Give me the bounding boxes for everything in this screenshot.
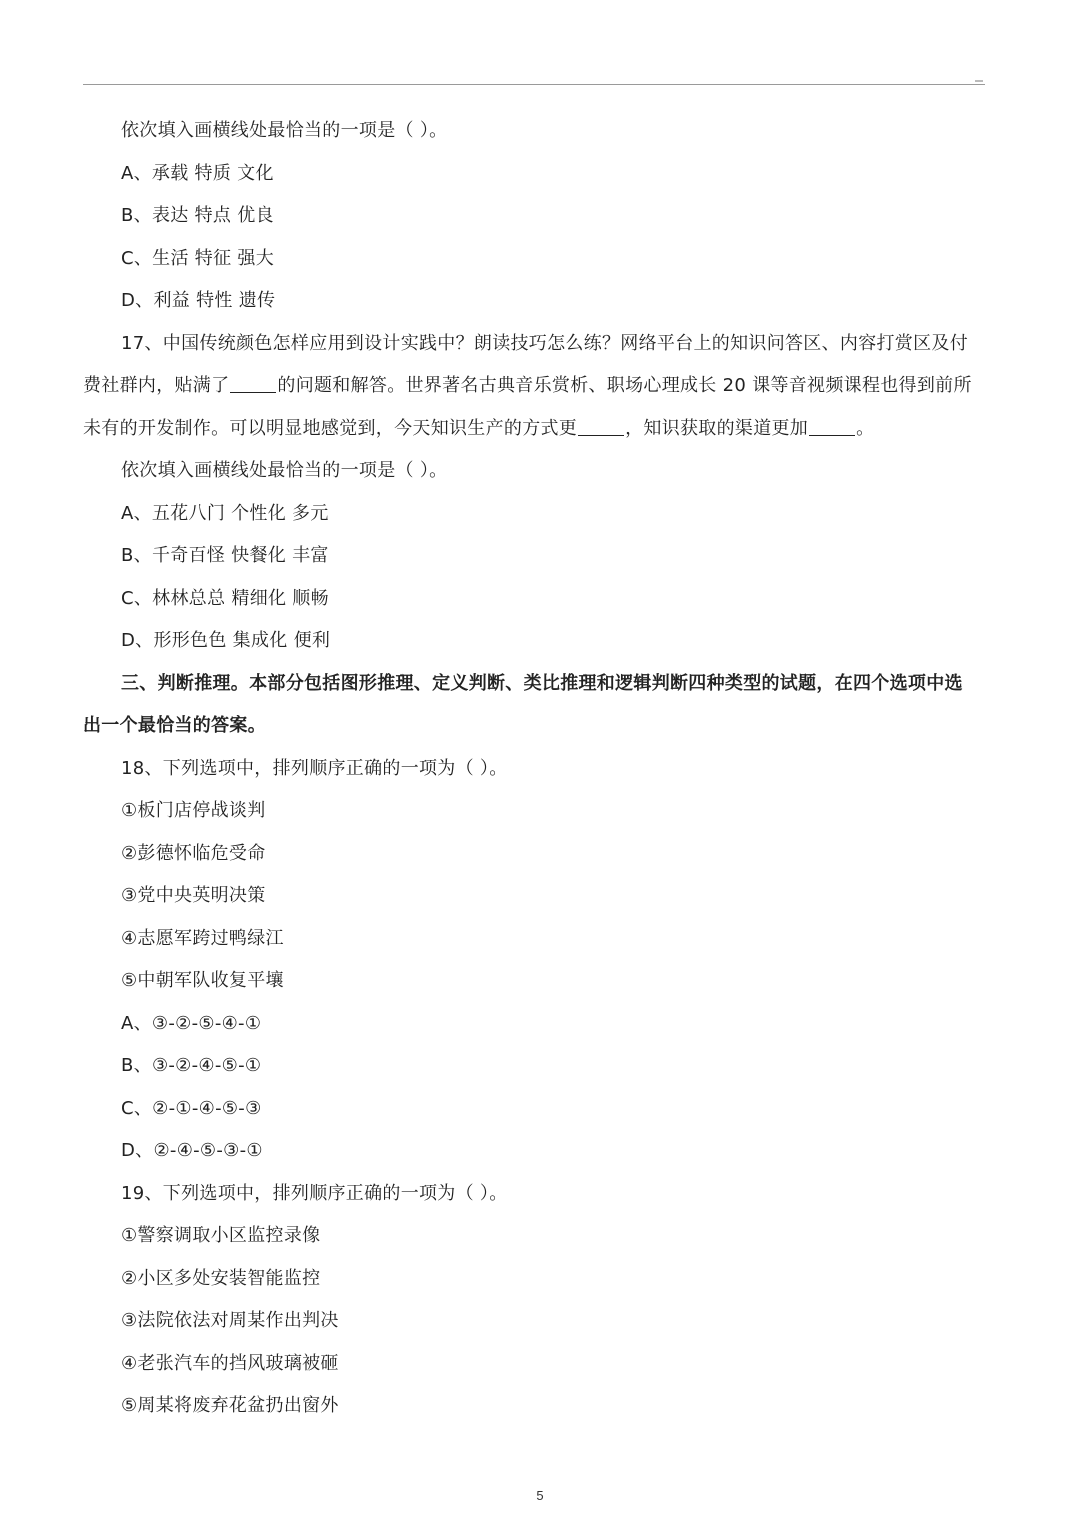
- q17-option-b: B、千奇百怪 快餐化 丰富: [121, 545, 329, 566]
- q17-text-line3c: 。: [856, 418, 875, 439]
- q17-text-line2b: 的问题和解答。世界著名古典音乐赏析、职场心理成长 20 课等音视频课程也得到前所: [277, 375, 972, 396]
- q18-item-2: ②彭德怀临危受命: [121, 843, 266, 864]
- q18-item-3: ③党中央英明决策: [121, 885, 266, 906]
- q18-option-b: B、③-②-④-⑤-①: [121, 1055, 262, 1076]
- q16-option-a: A、承载 特质 文化: [121, 163, 274, 184]
- q17-text-line2a: 费社群内，贴满了: [83, 375, 230, 396]
- q18-option-a: A、③-②-⑤-④-①: [121, 1013, 262, 1034]
- q18-item-4: ④志愿军跨过鸭绿江: [121, 928, 284, 949]
- q17-option-c: C、林林总总 精细化 顺畅: [121, 588, 329, 609]
- q18-item-1: ①板门店停战谈判: [121, 800, 266, 821]
- q18-option-d: D、②-④-⑤-③-①: [121, 1140, 263, 1161]
- section-heading-line1: 三、判断推理。本部分包括图形推理、定义判断、类比推理和逻辑判断四种类型的试题，在四个选项中选: [121, 673, 963, 694]
- fill-blank-2: [578, 417, 624, 436]
- q16-option-d: D、利益 特性 遗传: [121, 290, 276, 311]
- q19-item-3: ③法院依法对周某作出判决: [121, 1310, 339, 1331]
- q17-text-line3b: ，知识获取的渠道更加: [625, 418, 809, 439]
- q18-stem: 18、下列选项中，排列顺序正确的一项为（ ）。: [121, 758, 508, 779]
- section-heading-line2: 出一个最恰当的答案。: [83, 715, 266, 736]
- page-number: 5: [536, 1488, 544, 1503]
- q18-item-5: ⑤中朝军队收复平壤: [121, 970, 284, 991]
- q17-text-line3a: 未有的开发制作。可以明显地感觉到，今天知识生产的方式更: [83, 418, 578, 439]
- q19-item-4: ④老张汽车的挡风玻璃被砸: [121, 1353, 339, 1374]
- q17-text-line3: [83, 416, 874, 442]
- q19-item-1: ①警察调取小区监控录像: [121, 1225, 321, 1246]
- q17-option-d: D、形形色色 集成化 便利: [121, 630, 331, 651]
- q16-option-b: B、表达 特点 优良: [121, 205, 274, 226]
- q16-stem: 依次填入画横线处最恰当的一项是（ ）。: [121, 120, 448, 141]
- q19-item-2: ②小区多处安装智能监控: [121, 1268, 321, 1289]
- q18-option-c: C、②-①-④-⑤-③: [121, 1098, 262, 1119]
- q19-stem: 19、下列选项中，排列顺序正确的一项为（ ）。: [121, 1183, 508, 1204]
- q16-option-c: C、生活 特征 强大: [121, 248, 275, 269]
- fill-blank-1: [230, 374, 276, 393]
- q19-item-5: ⑤周某将废弃花盆扔出窗外: [121, 1395, 339, 1416]
- fill-blank-3: [809, 417, 855, 436]
- q17-stem: 依次填入画横线处最恰当的一项是（ ）。: [121, 460, 448, 481]
- q17-text-line2: [83, 373, 972, 399]
- q17-text-line1: 17、中国传统颜色怎样应用到设计实践中？朗读技巧怎么练？网络平台上的知识问答区、内容打赏区及付: [121, 333, 968, 354]
- header-rule: [83, 84, 985, 85]
- header-rule-mark: [975, 80, 983, 82]
- q17-option-a: A、五花八门 个性化 多元: [121, 503, 329, 524]
